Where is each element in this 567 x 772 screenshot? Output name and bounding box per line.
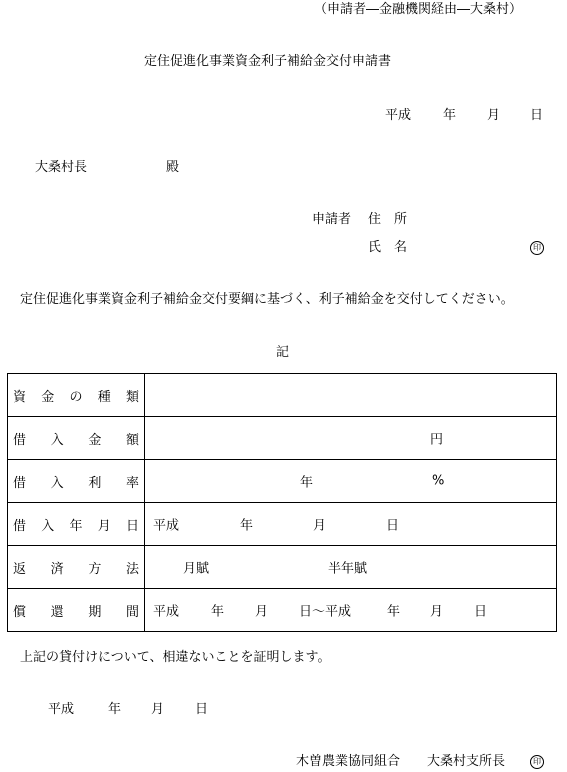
interest-rate-value[interactable] bbox=[145, 460, 557, 503]
label-char: 借 bbox=[13, 432, 27, 448]
label-char: 入 bbox=[50, 475, 64, 491]
yen-unit: 円 bbox=[430, 432, 444, 448]
applicant-label: 申請者 bbox=[312, 212, 352, 227]
label-char: 種 bbox=[97, 389, 111, 405]
ki-heading: 記 bbox=[276, 345, 290, 360]
label-char: 償 bbox=[13, 604, 27, 620]
bottom-date-day: 日 bbox=[195, 702, 209, 717]
loan-date-day: 日 bbox=[386, 518, 400, 534]
issuer-title: 大桑村支所長 bbox=[427, 754, 506, 769]
rate-year-unit: 年 bbox=[300, 475, 314, 491]
issuer-seal-icon: 印 bbox=[530, 755, 544, 769]
loan-date-year: 年 bbox=[240, 518, 254, 534]
label-char: 日 bbox=[125, 518, 139, 534]
period-separator: 日～平成 bbox=[299, 604, 352, 620]
label-char: 金 bbox=[41, 389, 55, 405]
percent-unit: % bbox=[432, 473, 445, 489]
label-char: 額 bbox=[125, 432, 139, 448]
document-title: 定住促進化事業資金利子補給金交付申請書 bbox=[144, 54, 392, 69]
name-label: 氏 名 bbox=[368, 240, 408, 255]
row-label bbox=[8, 417, 145, 460]
table-row bbox=[8, 374, 557, 417]
label-char: の bbox=[69, 389, 83, 405]
loan-date-month: 月 bbox=[313, 518, 327, 534]
label-char: 入 bbox=[41, 518, 55, 534]
address-label: 住 所 bbox=[368, 212, 408, 227]
table-row bbox=[8, 589, 557, 632]
label-char: 還 bbox=[50, 604, 64, 620]
label-char: 月 bbox=[97, 518, 111, 534]
monthly-installment: 月賦 bbox=[183, 561, 210, 577]
period-end-month: 月 bbox=[430, 604, 444, 620]
period-start-year: 年 bbox=[211, 604, 225, 620]
label-char: 借 bbox=[13, 475, 27, 491]
period-start-month: 月 bbox=[255, 604, 269, 620]
loan-date-value[interactable] bbox=[145, 503, 557, 546]
issuer-org: 木曽農業協同組合 bbox=[296, 754, 401, 769]
bottom-date-year: 年 bbox=[108, 702, 122, 717]
label-char: 借 bbox=[13, 518, 27, 534]
applicant-seal-icon: 印 bbox=[530, 241, 544, 255]
label-char: 返 bbox=[13, 561, 27, 577]
table-row bbox=[8, 417, 557, 460]
bottom-date-month: 月 bbox=[151, 702, 165, 717]
date-month: 月 bbox=[487, 108, 501, 123]
label-char: 金 bbox=[88, 432, 102, 448]
date-year: 年 bbox=[443, 108, 457, 123]
label-char: 類 bbox=[125, 389, 139, 405]
label-char: 資 bbox=[13, 389, 27, 405]
label-char: 方 bbox=[88, 561, 102, 577]
label-char: 済 bbox=[50, 561, 64, 577]
route-note: （申請者―金融機関経由―大桑村） bbox=[314, 2, 523, 17]
label-char: 利 bbox=[88, 475, 102, 491]
bottom-date-era: 平成 bbox=[48, 702, 75, 717]
recipient-honorific: 殿 bbox=[166, 160, 180, 175]
table-row bbox=[8, 546, 557, 589]
recipient-name: 大桑村長 bbox=[35, 160, 88, 175]
loan-amount-value[interactable] bbox=[145, 417, 557, 460]
repayment-method-value[interactable] bbox=[145, 546, 557, 589]
period-end-day: 日 bbox=[474, 604, 488, 620]
label-char: 入 bbox=[50, 432, 64, 448]
loan-details-table bbox=[7, 373, 557, 632]
table-row bbox=[8, 460, 557, 503]
date-day: 日 bbox=[530, 108, 544, 123]
fund-type-value[interactable] bbox=[145, 374, 557, 417]
repayment-period-value[interactable] bbox=[145, 589, 557, 632]
date-era: 平成 bbox=[385, 108, 412, 123]
certify-text: 上記の貸付けについて、相違ないことを証明します。 bbox=[20, 650, 331, 665]
request-text: 定住促進化事業資金利子補給金交付要綱に基づく、利子補給金を交付してください。 bbox=[20, 292, 514, 307]
label-char: 法 bbox=[125, 561, 139, 577]
label-char: 期 bbox=[88, 604, 102, 620]
label-char: 間 bbox=[125, 604, 139, 620]
label-char: 年 bbox=[69, 518, 83, 534]
row-label bbox=[8, 589, 145, 632]
row-label bbox=[8, 503, 145, 546]
period-start-era: 平成 bbox=[153, 604, 180, 620]
semiannual-installment: 半年賦 bbox=[328, 561, 368, 577]
row-label bbox=[8, 546, 145, 589]
label-char: 率 bbox=[125, 475, 139, 491]
period-end-year: 年 bbox=[387, 604, 401, 620]
row-label bbox=[8, 460, 145, 503]
loan-date-era: 平成 bbox=[153, 518, 180, 534]
row-label bbox=[8, 374, 145, 417]
table-row bbox=[8, 503, 557, 546]
